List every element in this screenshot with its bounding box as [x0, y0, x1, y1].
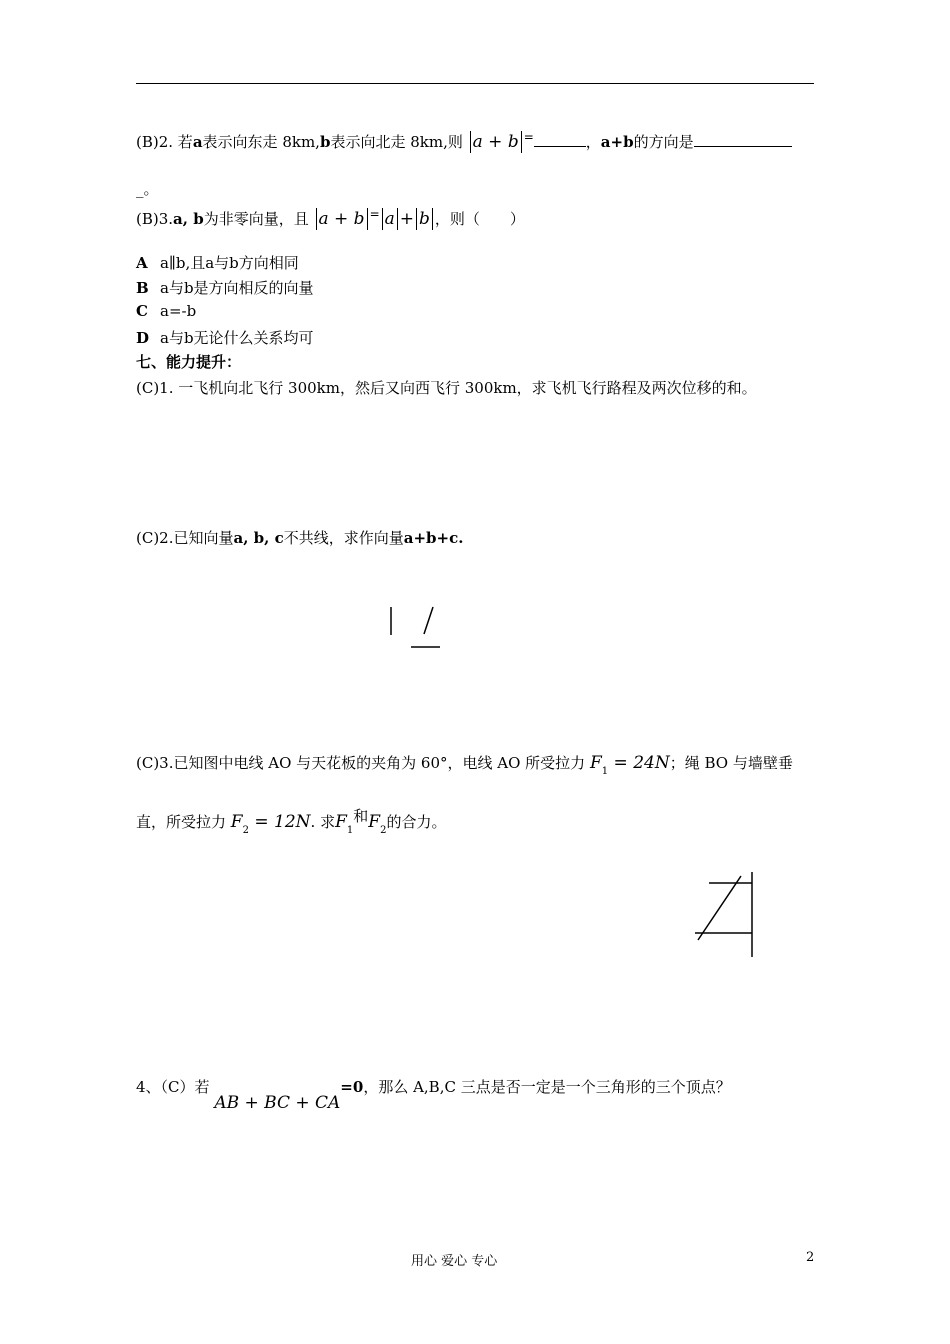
question-c2-text: 不共线，求作向量 [283, 529, 404, 547]
equals-sign: = [369, 207, 380, 221]
comma: ， [585, 133, 601, 151]
option-text: a=-b [160, 302, 197, 320]
target-vector: a+b+c. [403, 529, 464, 547]
question-b2-tail: 的方向是 [633, 133, 694, 151]
vector-sum-expression: AB + BC + CA [214, 1093, 341, 1113]
question-c3-text-3: 直，所受拉力 [136, 813, 227, 831]
abs-a: a [384, 209, 395, 229]
question-c3-text-1: (C)3.已知图中电线 AO 与天花板的夹角为 60°，电线 AO 所受拉力 [136, 754, 586, 772]
question-b3-tail: ，则（ ） [434, 210, 525, 228]
question-b2-continuation: _。 [136, 180, 159, 198]
question-c2-prefix: (C)2.已知向量 [136, 529, 234, 547]
force-subscript: 2 [242, 825, 249, 836]
question-c3-text-4: . 求 [310, 813, 336, 831]
question-c1: (C)1. 一飞机向北飞行 300km，然后又向西飞行 300km，求飞机飞行路程及两次位移的和。 [136, 379, 757, 397]
option-text: a与b是方向相反的向量 [160, 279, 314, 297]
option-letter: D [136, 329, 150, 347]
force-subscript: 2 [380, 825, 387, 836]
abs-b: b [419, 209, 430, 229]
force-value: = 24N [613, 753, 670, 773]
sum-label: a+b [600, 133, 634, 151]
question-b2-prefix: (B)2. 若 [136, 133, 193, 151]
equals-sign: = [523, 130, 534, 144]
footer-motto: 用心 爱心 专心 [411, 1254, 498, 1269]
option-letter: B [136, 279, 149, 297]
force-value: = 12N [254, 812, 311, 832]
question-c3-text-5: 的合力。 [386, 813, 447, 831]
var-a: a [192, 133, 203, 151]
option-text: a∥b,且a与b方向相同 [160, 254, 299, 272]
force-symbol: F [335, 812, 347, 832]
abs-expression: a + b [472, 132, 519, 152]
force-symbol: F [589, 753, 602, 773]
question-b3-prefix: (B)3. [136, 210, 174, 228]
force-subscript: 1 [601, 766, 609, 777]
section-heading: 七、能力提升： [136, 353, 242, 371]
var-b: b [319, 133, 331, 151]
plus-sign: + [399, 209, 415, 229]
question-b2-text-2: 表示向北走 8km,则 [330, 133, 463, 151]
wire-ao [698, 876, 741, 940]
question-4 [136, 1076, 731, 1113]
option-letter: C [136, 302, 148, 320]
question-c3-text-2: ；绳 BO 与墙壁垂 [669, 754, 793, 772]
question-4-tail: ，那么 A,B,C 三点是否一定是一个三角形的三个顶点？ [363, 1078, 731, 1096]
option-text: a与b无论什么关系均可 [160, 329, 314, 347]
force-symbol: F [368, 812, 381, 832]
force-subscript: 1 [346, 825, 354, 836]
vars-abc: a, b, c [233, 529, 284, 547]
force-symbol: F [230, 812, 243, 832]
equals-zero: =0 [340, 1078, 364, 1096]
conjunction: 和 [353, 807, 369, 825]
page-number: 2 [806, 1250, 815, 1265]
abs-expression-sum: a + b [318, 209, 365, 229]
question-4-prefix: 4、（C）若 [136, 1078, 210, 1096]
question-b3-text: 为非零向量，且 [203, 210, 309, 228]
option-letter: A [136, 254, 148, 272]
question-b2-text-1: 表示向东走 8km, [202, 133, 320, 151]
vars-ab: a, b [173, 210, 204, 228]
